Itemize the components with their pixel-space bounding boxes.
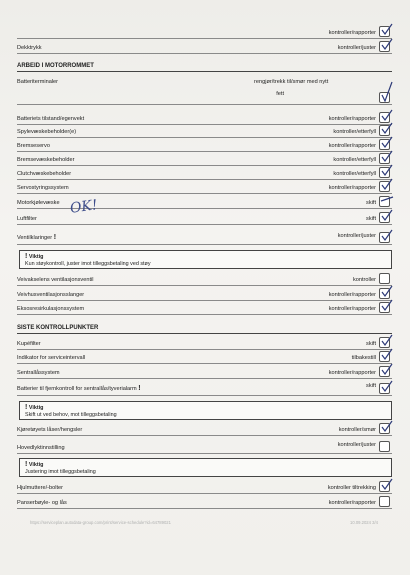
notice-title: ! Viktig <box>25 461 44 468</box>
checkbox[interactable] <box>379 125 390 136</box>
checklist-row <box>17 182 392 194</box>
checklist-row <box>17 381 392 396</box>
important-notice <box>19 250 392 269</box>
footer-url: https://serviceplan.autodata-group.com/print/service-schedule?id=64789021 <box>30 520 171 525</box>
checkbox[interactable] <box>379 288 390 299</box>
row-action: kontroller/etterfyll <box>333 129 376 136</box>
notice-title: ! Viktig <box>25 404 44 411</box>
row-action: rengjør/trekk til/smør med nytt <box>254 79 329 85</box>
footer-page-info: 10.09.2024 3/4 <box>350 520 378 525</box>
row-action: kontroller/smør <box>338 427 376 434</box>
checklist-row <box>17 168 392 180</box>
row-label: Sentrallåssystem <box>17 370 60 377</box>
checkbox[interactable] <box>379 337 390 348</box>
checklist-row <box>17 338 392 350</box>
section-heading: ARBEID I MOTORROMMET <box>17 63 392 72</box>
checkbox[interactable] <box>379 181 390 192</box>
row-action: skift <box>366 200 376 207</box>
checklist-row <box>17 140 392 152</box>
row-action: kontroller/rapporter <box>328 30 376 37</box>
checkbox[interactable] <box>379 273 390 284</box>
row-label: Dekktrykk <box>17 45 42 52</box>
checklist-row <box>17 26 392 39</box>
row-action: kontroller/rapporter <box>328 116 376 123</box>
row-action: skift <box>366 341 376 348</box>
checkbox[interactable] <box>379 441 390 452</box>
row-label: Ventilklaringer ! <box>17 234 57 242</box>
row-label: Kjøretøyets låser/hengsler <box>17 427 83 434</box>
row-label: Eksosresirkulasjonssystem <box>17 306 85 313</box>
row-label: Servostyringssystem <box>17 185 69 192</box>
row-action: kontroller/etterfyll <box>333 157 376 164</box>
row-action: kontroller/juster <box>337 232 376 239</box>
notice-body: Justering imot tilleggsbetaling <box>25 469 96 475</box>
row-action: kontroller/etterfyll <box>333 171 376 178</box>
checkbox[interactable] <box>379 383 390 394</box>
warning-exclamation-icon: ! <box>53 234 57 242</box>
important-notice <box>19 401 392 420</box>
row-action-continued: fett <box>276 91 284 97</box>
row-label: Bremseservo <box>17 143 50 150</box>
checkbox[interactable] <box>379 302 390 313</box>
checklist-row <box>17 352 392 364</box>
warning-exclamation-icon: ! <box>25 253 28 260</box>
handwritten-ok-note: OK! <box>69 197 99 217</box>
row-action: kontroller/rapporter <box>328 370 376 377</box>
warning-exclamation-icon: ! <box>25 461 28 468</box>
row-action: kontroller tiltrekking <box>327 485 376 492</box>
checkbox[interactable] <box>379 139 390 150</box>
row-action: kontroller/rapporter <box>328 185 376 192</box>
row-action: kontroller/rapporter <box>328 306 376 313</box>
checklist-row <box>17 154 392 166</box>
notice-title: ! Viktig <box>25 253 44 260</box>
checklist-row <box>17 274 392 286</box>
row-label: Batterier til fjernkontroll for sentrallås/tyverialarm ! <box>17 385 141 393</box>
checkbox[interactable] <box>379 351 390 362</box>
row-label: Kupéfilter <box>17 341 41 348</box>
checkbox[interactable] <box>379 112 390 123</box>
checklist-row <box>17 212 392 225</box>
checkbox[interactable] <box>379 92 390 103</box>
row-label: Hjulmuttere/-bolter <box>17 485 64 492</box>
row-label: Clutchvæskebeholder <box>17 171 72 178</box>
row-label: Luftfilter <box>17 216 37 223</box>
row-label: Indikator for serviceintervall <box>17 355 86 362</box>
row-action: skift <box>366 382 376 389</box>
checklist-row <box>17 40 392 54</box>
checkbox[interactable] <box>379 41 390 52</box>
notice-body: Skift ut ved behov, mot tilleggsbetaling <box>25 412 117 418</box>
row-action: kontroller/rapporter <box>328 143 376 150</box>
checklist-row <box>17 424 392 436</box>
checklist-row <box>17 366 392 379</box>
checklist-row <box>17 289 392 301</box>
row-action: kontroller/rapporter <box>328 500 376 507</box>
row-label: Veivhusventilasjonsslanger <box>17 292 85 299</box>
checklist-row <box>17 481 392 494</box>
checklist-row <box>17 228 392 245</box>
checkbox[interactable] <box>379 153 390 164</box>
warning-exclamation-icon: ! <box>25 404 28 411</box>
checkbox[interactable] <box>379 481 390 492</box>
row-label: Hovedlyktinnstilling <box>17 445 65 452</box>
checkbox[interactable] <box>379 232 390 243</box>
row-label: Veivakselens ventilasjonsventil <box>17 277 94 284</box>
checkbox[interactable] <box>379 423 390 434</box>
row-label: Panserbøyle- og lås <box>17 500 67 507</box>
checklist-row <box>17 439 392 454</box>
notice-body: Kun støykontroll, juster imot tilleggsbetaling ved støy <box>25 261 151 267</box>
section-heading: SISTE KONTROLLPUNKTER <box>17 325 392 334</box>
row-label: Motorkjølevæske <box>17 200 60 207</box>
checklist-row <box>17 113 392 125</box>
checklist-row <box>17 303 392 315</box>
row-action: skift <box>366 216 376 223</box>
checkbox[interactable] <box>379 196 390 207</box>
row-action: kontroller <box>352 277 376 284</box>
row-action: kontroller/rapporter <box>328 292 376 299</box>
row-action: kontroller/juster <box>337 441 376 448</box>
checklist-row <box>17 496 392 509</box>
row-action: tilbakestill <box>351 355 376 362</box>
checklist-row <box>17 126 392 138</box>
row-label: Spylevæskebeholder(e) <box>17 129 77 136</box>
row-label: Bremsevæskebeholder <box>17 157 75 164</box>
warning-exclamation-icon: ! <box>138 385 141 393</box>
checkbox[interactable] <box>379 26 390 37</box>
row-action: kontroller/juster <box>337 45 376 52</box>
important-notice <box>19 458 392 477</box>
checkbox[interactable] <box>379 366 390 377</box>
row-label: Batteriterminaler <box>17 79 59 85</box>
checklist-row <box>17 78 392 105</box>
checkbox[interactable] <box>379 212 390 223</box>
checkbox[interactable] <box>379 496 390 507</box>
checkbox[interactable] <box>379 167 390 178</box>
row-label: Batteriets tilstand/egenvekt <box>17 116 85 123</box>
